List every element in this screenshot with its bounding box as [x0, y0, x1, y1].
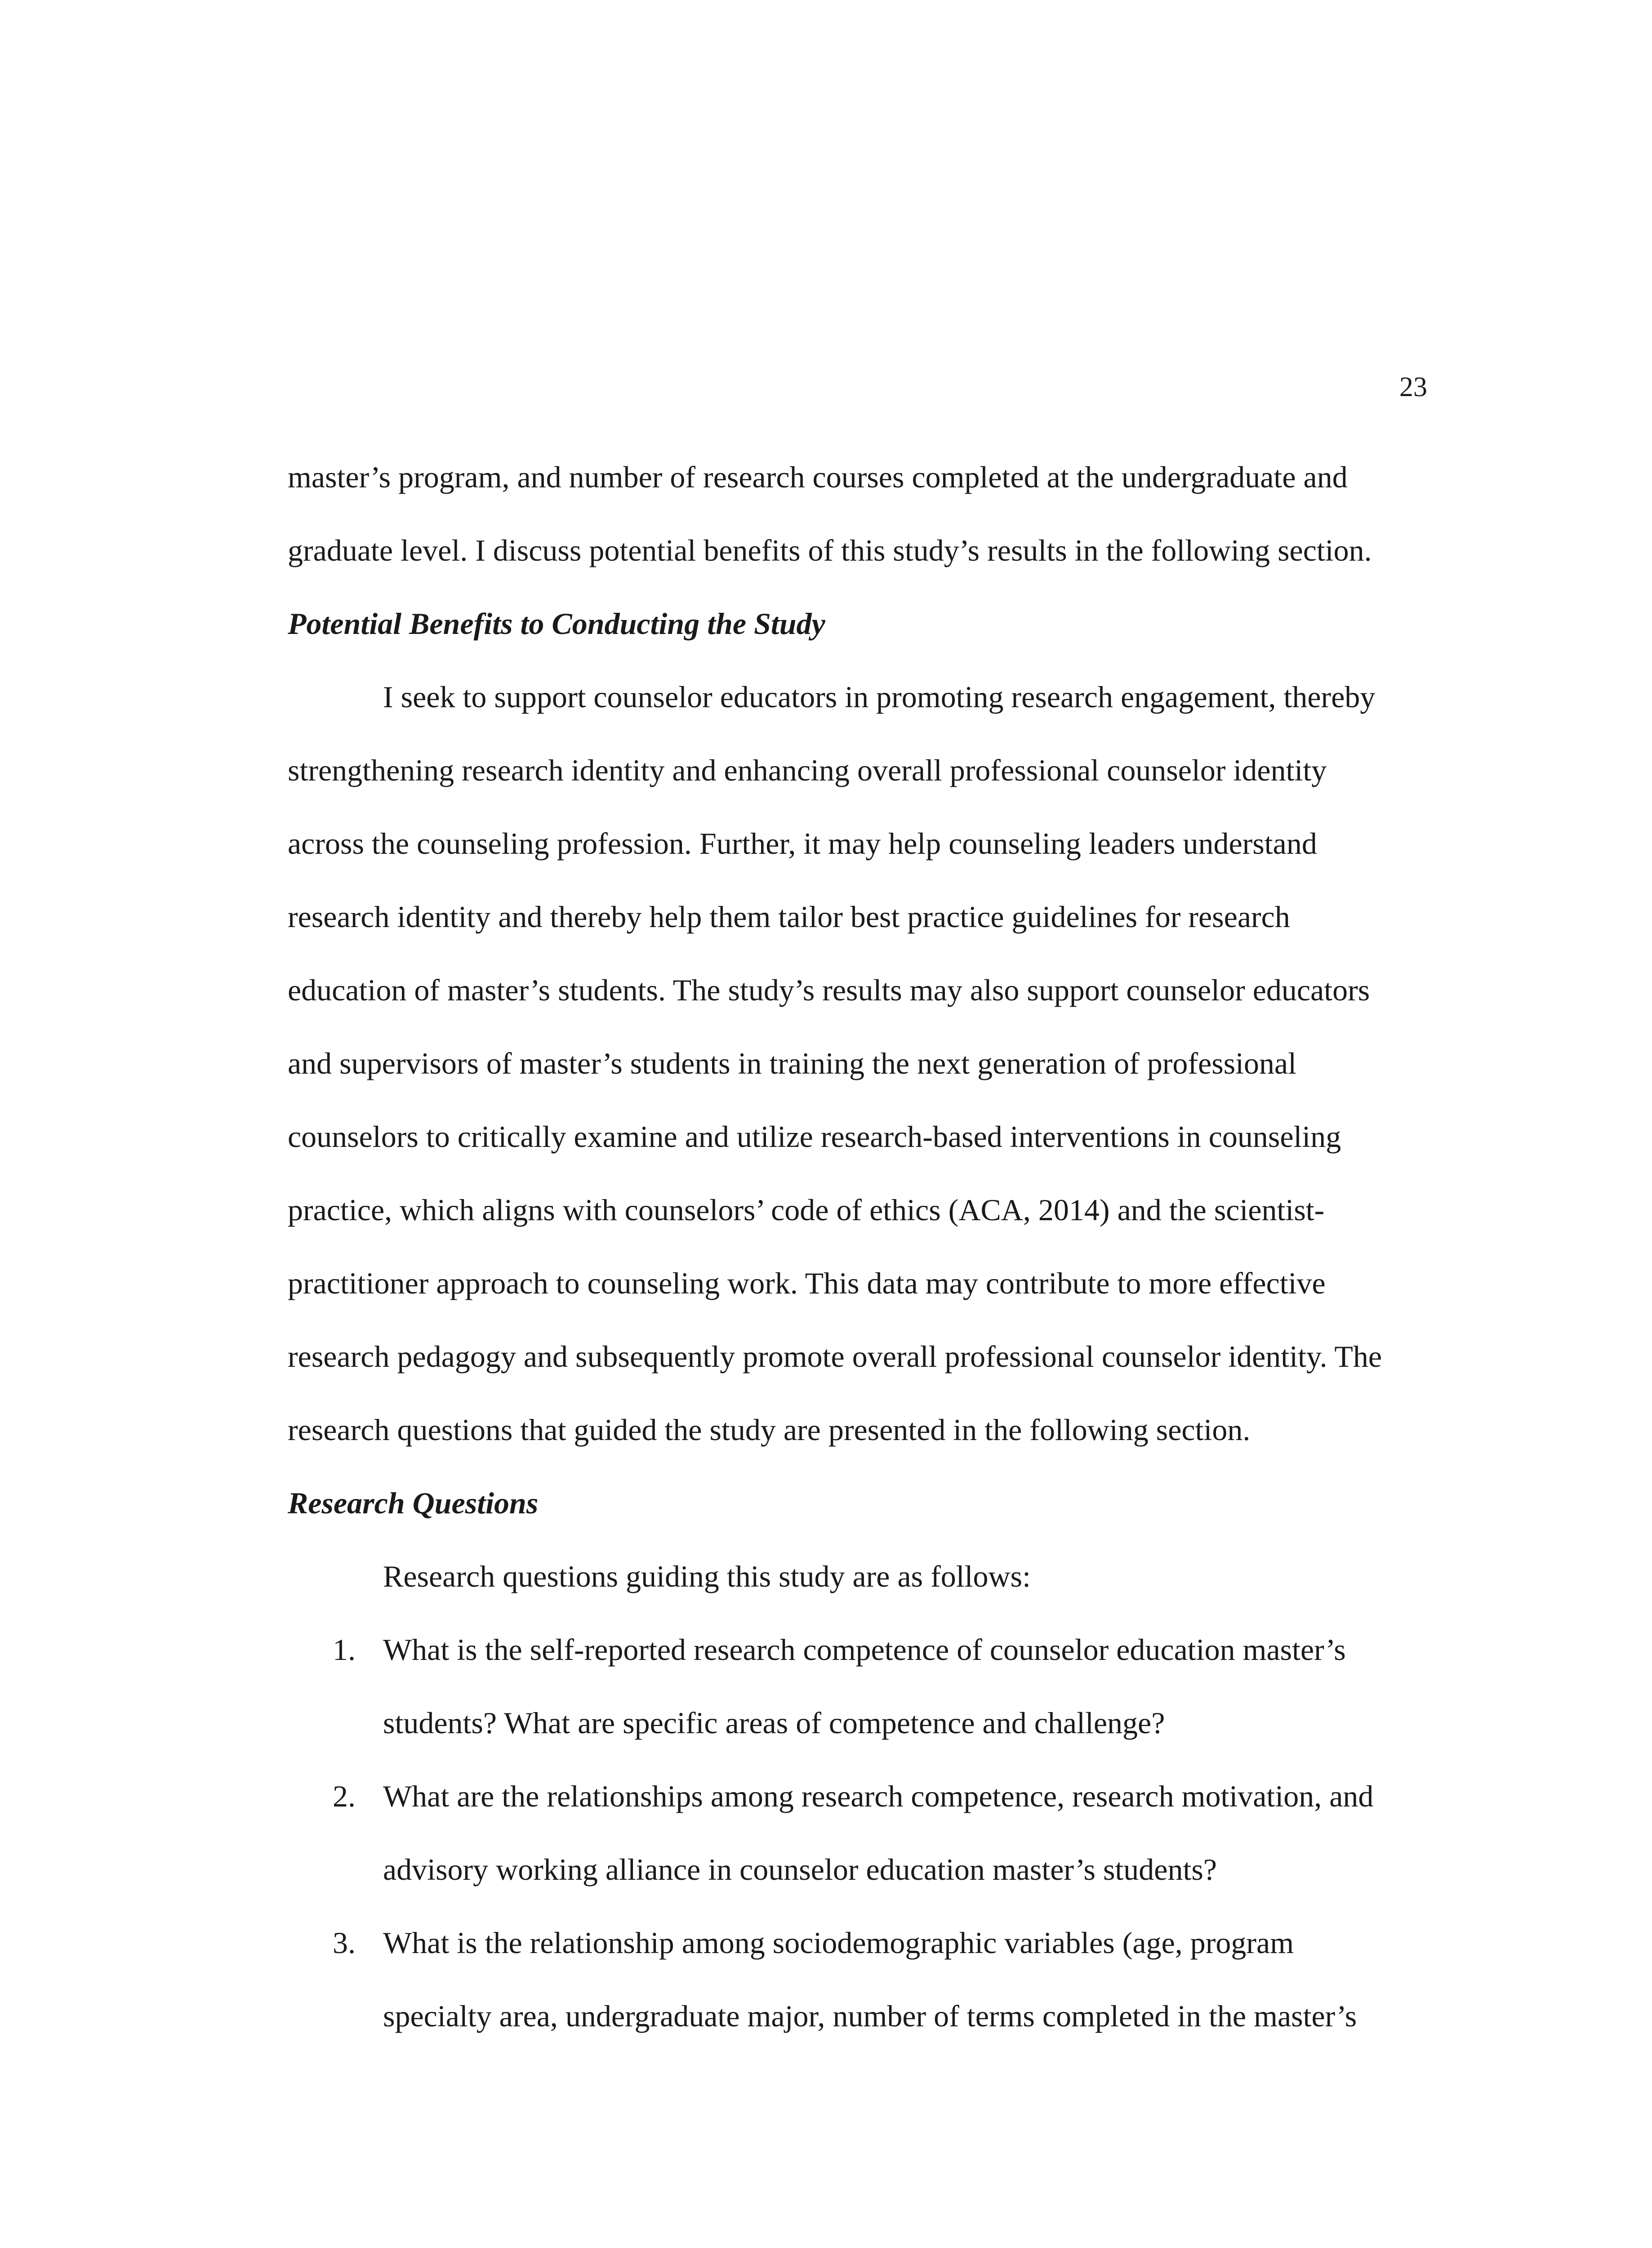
section-heading-benefits: Potential Benefits to Conducting the Study — [288, 607, 825, 641]
text-line: What is the relationship among sociodemographic variables (age, program — [383, 1926, 1294, 1960]
text-line: I seek to support counselor educators in promoting research engagement, thereby — [383, 680, 1376, 714]
text-line: research questions that guided the study are presented in the following section. — [288, 1413, 1251, 1447]
text-line: practitioner approach to counseling work. This data may contribute to more effective — [288, 1266, 1326, 1300]
text-line: research pedagogy and subsequently promote overall professional counselor identity. The — [288, 1339, 1382, 1374]
benefits-paragraph — [288, 660, 1438, 1467]
intro-paragraph — [288, 441, 1438, 587]
text-line: and supervisors of master’s students in training the next generation of professional — [288, 1046, 1297, 1080]
text-line: advisory working alliance in counselor education master’s students? — [383, 1852, 1217, 1887]
text-line: master’s program, and number of research courses completed at the undergraduate and — [288, 460, 1348, 494]
list-item-number: 2. — [333, 1779, 356, 1813]
text-line: counselors to critically examine and utilize research-based interventions in counseling — [288, 1120, 1341, 1154]
questions-intro-paragraph — [288, 1540, 1438, 1613]
list-item-number: 1. — [333, 1632, 356, 1667]
text-line: education of master’s students. The study’s results may also support counselor educators — [288, 973, 1370, 1007]
text-line: practice, which aligns with counselors’ code of ethics (ACA, 2014) and the scientist- — [288, 1193, 1325, 1227]
page-number: 23 — [1399, 372, 1427, 402]
text-line: Research questions guiding this study are as follows: — [383, 1559, 1031, 1593]
list-item — [288, 1906, 1438, 2053]
list-item-number: 3. — [333, 1926, 356, 1960]
text-line: What is the self-reported research competence of counselor education master’s — [383, 1632, 1346, 1667]
section-heading-research-questions: Research Questions — [288, 1486, 539, 1520]
list-item — [288, 1760, 1438, 1906]
list-item — [288, 1613, 1438, 1760]
text-line: What are the relationships among research competence, research motivation, and — [383, 1779, 1374, 1813]
text-line: across the counseling profession. Further, it may help counseling leaders understand — [288, 826, 1317, 861]
text-line: research identity and thereby help them tailor best practice guidelines for research — [288, 900, 1290, 934]
text-line: students? What are specific areas of competence and challenge? — [383, 1706, 1165, 1740]
text-line: strengthening research identity and enhancing overall professional counselor identity — [288, 753, 1327, 787]
page-body — [288, 441, 1438, 2053]
research-questions-list — [288, 1613, 1438, 2053]
text-line: specialty area, undergraduate major, number of terms completed in the master’s — [383, 1999, 1357, 2033]
text-line: graduate level. I discuss potential benefits of this study’s results in the following section. — [288, 533, 1372, 567]
